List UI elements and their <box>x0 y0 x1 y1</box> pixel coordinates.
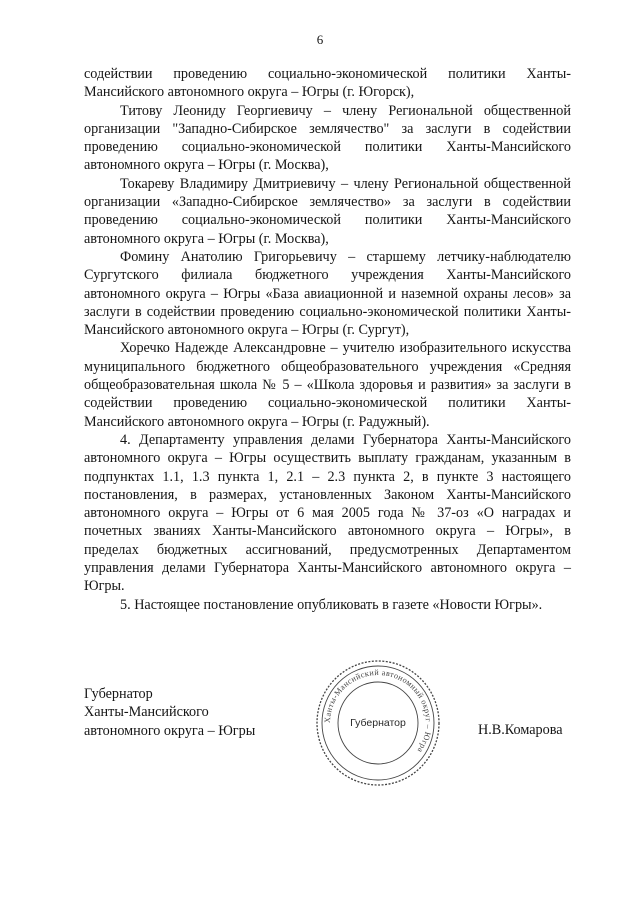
paragraph: Фомину Анатолию Григорьевичу – старшему летчику-наблюдателю Сургутского филиала бюджетного учреждения Ханты-Мансийского автономного округа – Югры «База авиационной и наземной охраны лесов» за заслуги в содействии проведению социально-экономической политики Ханты-Мансийского автономного округа – Югры (г. Сургут), <box>84 248 571 339</box>
official-seal <box>312 656 444 790</box>
paragraph: Токареву Владимиру Дмитриевичу – члену Региональной общественной организации «Западно-Сибирское землячество» за заслуги в содействии проведению социально-экономической политики Ханты-Мансийского автономного округа – Югры (г. Москва), <box>84 175 571 247</box>
signature-name: Н.В.Комарова <box>478 722 563 738</box>
paragraph: 4. Департаменту управления делами Губернатора Ханты-Мансийского автономного округа – Югры осуществить выплату гражданам, указанным в подпунктах 1.1, 1.3 пункта 1, 2.1 – 2.3 пункта 2, в пункте 3 настоящего постановления, в размерах, установленных Законом Ханты-Мансийского автономного округа – Югры от 6 мая 2005 года № 37-оз «О наградах и почетных званиях Ханты-Мансийского автономного округа – Югры», в пределах бюджетных ассигнований, предусмотренных Департаментом управления делами Губернатора Ханты-Мансийского автономного округа – Югры. <box>84 431 571 595</box>
page-number: 6 <box>316 32 324 47</box>
paragraph: Хоречко Надежде Александровне – учителю изобразительного искусства муниципального бюджетного общеобразовательного учреждения «Средняя общеобразовательная школа № 5 – «Школа здоровья и развития» за заслуги в содействии проведению социально-экономической политики Ханты-Мансийского автономного округа – Югры (г. Радужный). <box>84 340 571 430</box>
paragraph: содействии проведению социально-экономической политики Ханты-Мансийского автономного округа – Югры (г. Югорск), <box>84 66 571 101</box>
signature-title-line: автономного округа – Югры <box>84 722 256 739</box>
signature-title-line: Губернатор <box>84 686 153 702</box>
signature-title <box>84 685 324 740</box>
signature-title-line: Ханты-Мансийского <box>84 704 209 721</box>
paragraph: 5. Настоящее постановление опубликовать в газете «Новости Югры». <box>120 596 543 613</box>
paragraph: Титову Леониду Георгиевичу – члену Региональной общественной организации "Западно-Сибирское землячество" за заслуги в содействии проведению социально-экономической политики Ханты-Мансийского автономного округа – Югры (г. Москва), <box>84 102 571 174</box>
seal-ring-text: Ханты-Мансийский автономный округ – Югра <box>322 667 434 755</box>
document-body <box>84 65 571 614</box>
seal-center-text: Губернатор <box>350 717 406 729</box>
